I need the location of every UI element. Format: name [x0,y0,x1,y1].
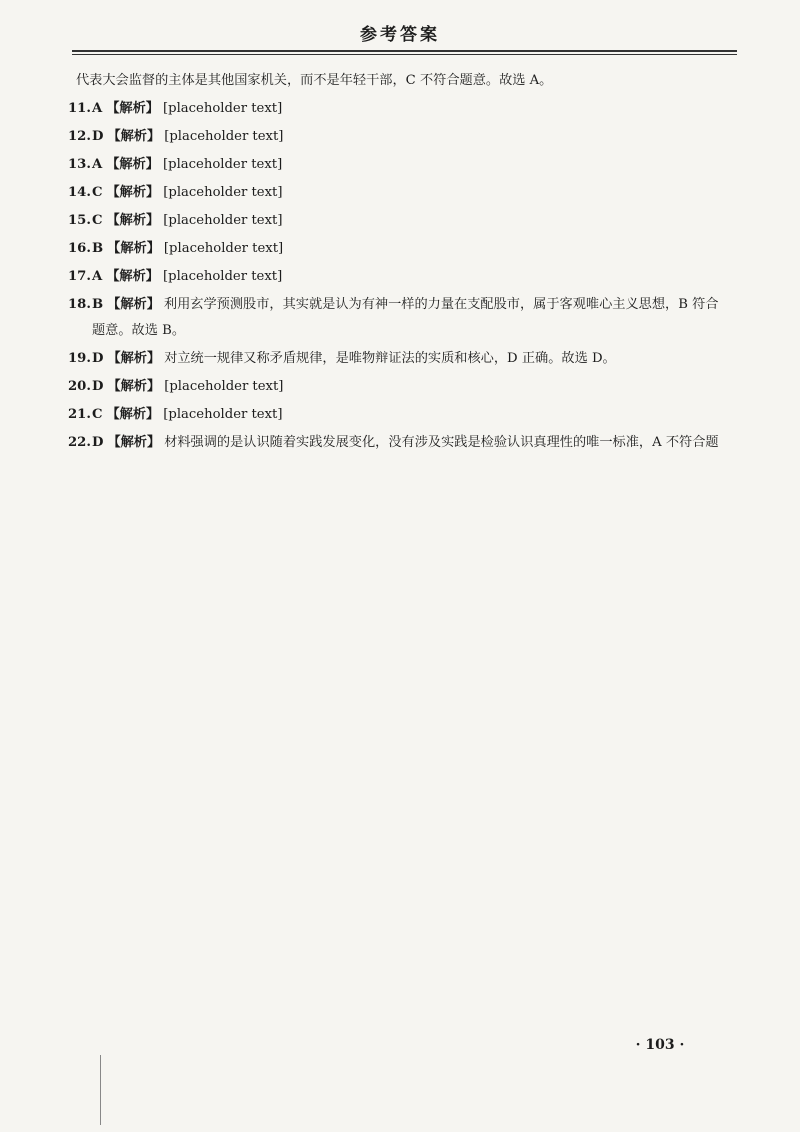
answer-item [68,236,726,262]
answer-item [68,96,726,122]
item-text: [placeholder text] [164,129,284,144]
item-answer: D [92,129,104,144]
answer-item [68,264,726,290]
item-text: [placeholder text] [162,101,283,116]
item-answer: D [92,435,104,450]
item-answer: B [92,241,104,256]
item-text: 利用玄学预测股市，其实就是认为有神一样的力量在支配股市，属于客观唯心主义思想，B 符合题意。故选 B。 [92,297,719,338]
item-number: 20. [68,379,91,394]
item-text: [placeholder text] [163,213,283,228]
answer-item [68,374,726,400]
item-number: 15. [68,213,91,228]
item-number: 14. [68,185,91,200]
item-text: [placeholder text] [164,379,284,394]
item-number: 17. [68,269,91,284]
answer-item [68,208,726,234]
page-number: · 103 · [635,1037,685,1053]
continued-text: 代表大会监督的主体是其他国家机关，而不是年轻干部，C 不符合题意。故选 A。 [76,73,553,88]
item-answer: C [92,213,103,228]
analysis-tag: 【解析】 [107,351,161,366]
item-answer: A [92,101,103,116]
item-answer: B [92,297,104,312]
item-text: 材料强调的是认识随着实践发展变化，没有涉及实践是检验认识真理性的唯一标准，A 不符合题 [164,435,719,450]
item-text: [placeholder text] [163,407,283,422]
item-answer: A [92,269,103,284]
analysis-tag: 【解析】 [107,435,161,450]
analysis-tag: 【解析】 [107,129,161,144]
binding-line [100,1055,101,1125]
page-title: 参考答案 [360,25,440,45]
item-number: 19. [68,351,91,366]
analysis-tag: 【解析】 [106,185,160,200]
item-text: [placeholder text] [162,157,283,172]
answer-content [68,68,726,456]
item-answer: C [92,185,103,200]
answer-list [68,96,726,456]
analysis-tag: 【解析】 [106,157,159,172]
item-text: 对立统一规律又称矛盾规律，是唯物辩证法的实质和核心，D 正确。故选 D。 [164,351,616,366]
answer-item [68,430,726,456]
answer-item [68,346,726,372]
item-number: 16. [68,241,91,256]
analysis-tag: 【解析】 [107,379,161,394]
answer-item [68,180,726,206]
item-number: 18. [68,297,91,312]
item-answer: A [92,157,103,172]
item-number: 11. [68,101,91,116]
item-number: 13. [68,157,91,172]
item-number: 22. [68,435,91,450]
header-rule [72,50,737,55]
page-header [0,0,800,56]
analysis-tag: 【解析】 [107,241,160,256]
analysis-tag: 【解析】 [106,269,159,284]
item-answer: D [92,351,104,366]
item-text: [placeholder text] [163,241,284,256]
answer-item [68,292,726,344]
answer-item [68,152,726,178]
item-number: 21. [68,407,91,422]
analysis-tag: 【解析】 [106,407,160,422]
item-answer: D [92,379,104,394]
analysis-tag: 【解析】 [107,297,160,312]
item-text: [placeholder text] [163,185,283,200]
answer-item [68,124,726,150]
answer-item [68,402,726,428]
item-answer: C [92,407,103,422]
item-number: 12. [68,129,91,144]
analysis-tag: 【解析】 [106,213,160,228]
item-text: [placeholder text] [162,269,283,284]
analysis-tag: 【解析】 [106,101,159,116]
